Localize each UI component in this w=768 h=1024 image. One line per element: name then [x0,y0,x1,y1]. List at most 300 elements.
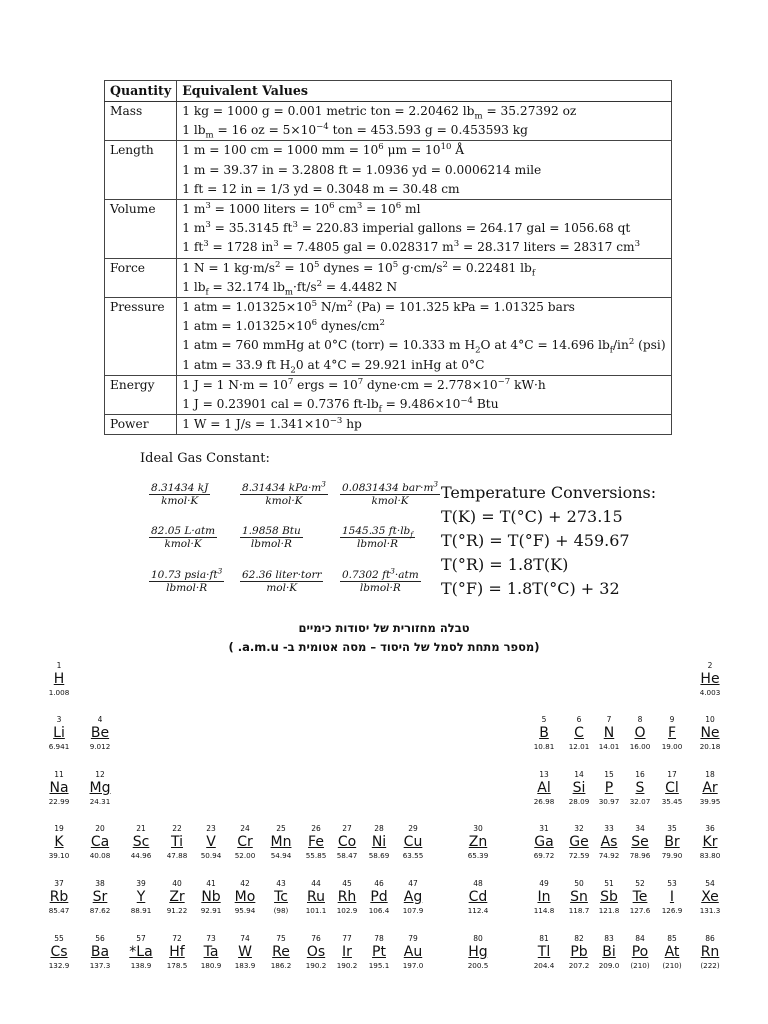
atomic-number: 51 [604,879,614,888]
atomic-number: 44 [311,879,321,888]
equivalence-line: 1 ft = 12 in = 1/3 yd = 0.3048 m = 30.48 cm [182,181,460,196]
element-al [527,770,561,807]
atomic-mass: 79.90 [661,851,683,860]
element-symbol: Au [403,944,423,960]
atomic-mass: 95.94 [234,906,256,915]
atomic-number: 55 [54,934,64,943]
atomic-mass: 180.9 [200,961,222,970]
equivalence-line: 1 atm = $1.01325\times 10^6$ dynes/$cm^2$ [182,318,385,334]
element-as [592,824,626,861]
element-tl [527,934,561,971]
atomic-mass: 204.4 [533,961,555,970]
gas-constant [149,482,210,507]
atomic-number: 15 [604,770,614,779]
element-symbol: H [53,671,65,687]
element-nb [194,879,228,916]
atomic-mass: 26.98 [533,797,555,806]
atomic-mass: 121.8 [598,906,620,915]
atomic-number: 11 [54,770,64,779]
atomic-mass: 112.4 [467,906,489,915]
atomic-number: 54 [705,879,715,888]
quantity-cell: Force [105,258,177,297]
gas-constant [340,525,415,550]
atomic-number: 38 [95,879,105,888]
element-in [527,879,561,916]
element-ar [693,770,727,807]
element-tc [264,879,298,916]
atomic-mass: 114.8 [533,906,555,915]
atomic-number: 84 [635,934,645,943]
element-cs [42,934,76,971]
element-sb [592,879,626,916]
element-sr [83,879,117,916]
header-equivalent-values: Equivalent Values [177,81,671,102]
periodic-table-subtitle: (מספר מתחת לסמל של היסוד – מסה אטומית ב- a.m.u. ) [228,640,540,654]
element-symbol: Sb [600,889,618,905]
table-row [105,102,672,141]
equivalent-values-cell [177,415,671,435]
element-symbol: Si [572,780,586,796]
table-header-row [105,81,672,102]
atomic-mass: 183.9 [234,961,256,970]
element-b [527,715,561,752]
header-quantity: Quantity [105,81,177,102]
table-row [105,415,672,435]
element-h [42,661,76,698]
element-xe [693,879,727,916]
element-symbol: Mo [234,889,256,905]
atomic-number: 36 [705,824,715,833]
atomic-number: 35 [667,824,677,833]
atomic-mass: (222) [700,961,720,970]
element-br [655,824,689,861]
element-sn [562,879,596,916]
element-symbol: K [54,834,64,850]
atomic-number: 27 [342,824,352,833]
element-symbol: Zn [468,834,488,850]
element-symbol: Cs [50,944,68,960]
quantity-cell: Power [105,415,177,435]
element-n [592,715,626,752]
atomic-number: 77 [342,934,352,943]
gas-constant-denominator: lbmol·R [357,538,398,550]
element-symbol: Po [631,944,649,960]
atomic-mass: 63.55 [402,851,424,860]
element-hf [160,934,194,971]
element-ga [527,824,561,861]
atomic-mass: 190.2 [336,961,358,970]
element-symbol: Pt [372,944,386,960]
element-symbol: Fe [308,834,324,850]
element-symbol: Na [49,780,69,796]
element-he [693,661,727,698]
atomic-mass: 52.00 [234,851,256,860]
element-mo [228,879,262,916]
atomic-number: 41 [206,879,216,888]
element-ta [194,934,228,971]
atomic-mass: 85.47 [48,906,70,915]
element-symbol: In [537,889,551,905]
atomic-mass: 32.07 [629,797,651,806]
atomic-number: 56 [95,934,105,943]
element-symbol: Sc [132,834,150,850]
atomic-mass: 207.2 [568,961,590,970]
element-symbol: Li [53,725,65,741]
quantity-cell: Volume [105,200,177,259]
atomic-number: 13 [539,770,549,779]
element-symbol: Co [337,834,357,850]
element-s [623,770,657,807]
element-k [42,824,76,861]
element-c [562,715,596,752]
atomic-mass: 190.2 [305,961,327,970]
element-symbol: As [600,834,618,850]
element-y [124,879,158,916]
atomic-mass: 126.9 [661,906,683,915]
element-rb [42,879,76,916]
element-symbol: At [664,944,680,960]
atomic-number: 78 [374,934,384,943]
gas-constant-denominator: lbmol·R [250,538,292,550]
element-symbol: B [539,725,549,741]
gas-constant [340,479,440,507]
element-symbol: O [634,725,646,741]
atomic-mass: 10.81 [533,742,555,751]
gas-constant [340,566,421,594]
element-fe [299,824,333,861]
atomic-number: 16 [635,770,645,779]
element-mg [83,770,117,807]
element-sc [124,824,158,861]
atomic-number: 20 [95,824,105,833]
element-symbol: Bi [602,944,616,960]
atomic-number: 28 [374,824,384,833]
atomic-number: 85 [667,934,677,943]
table-row [105,200,672,259]
element-f [655,715,689,752]
element-po [623,934,657,971]
atomic-mass: 58.47 [336,851,358,860]
element-pd [362,879,396,916]
gas-constant-numerator: 62.36 liter·torr [242,569,322,581]
equivalent-values-cell [177,102,671,141]
temperature-formula: T(°R) = T(°F) + 459.67 [441,531,630,550]
atomic-mass: 88.91 [130,906,152,915]
element-rh [330,879,364,916]
element-ne [693,715,727,752]
gas-constant-title: Ideal Gas Constant: [140,451,270,466]
gas-constant-numerator: 1545.35 $ft\cdot lb_f$ [342,525,413,540]
element-i [655,879,689,916]
temperature-conversions [441,481,656,601]
atomic-mass: 44.96 [130,851,152,860]
element-au [396,934,430,971]
element-symbol: Ag [403,889,423,905]
temperature-title: Temperature Conversions: [441,483,657,502]
atomic-mass: 50.94 [200,851,222,860]
equivalence-line: 1 $lb_m = 16$ oz = $5\times 10^{-4}$ ton = 453.593 g = 0.453593 kg [182,122,528,141]
equivalence-line: 1 $m^3 = 1000$ liters = $10^6$ $cm^3 = 10^6$ ml [182,200,421,217]
atomic-mass: 209.0 [598,961,620,970]
element-symbol: Ne [700,725,720,741]
atomic-number: 73 [206,934,216,943]
atomic-mass: 16.00 [629,742,651,751]
atomic-number: 80 [473,934,483,943]
atomic-number: 83 [604,934,614,943]
atomic-number: 72 [172,934,182,943]
atomic-number: 5 [541,715,547,724]
atomic-number: 24 [240,824,250,833]
periodic-table-title: טבלה מחזורית של יסודות כימיים [298,621,470,635]
atomic-number: 17 [667,770,677,779]
element-symbol: P [604,780,614,796]
element-symbol: Re [272,944,290,960]
element-symbol: C [574,725,584,741]
element-symbol: Ti [170,834,183,850]
atomic-number: 14 [574,770,584,779]
equivalence-line: 1 $lb_f = 32.174$ $lb_m\cdot ft/s^2 = 4.4482$ N [182,278,398,298]
atomic-mass: 78.96 [629,851,651,860]
element-symbol: Ru [307,889,325,905]
gas-constant-denominator: kmol·K [161,495,199,507]
atomic-mass: 40.08 [89,851,111,860]
table-row [105,258,672,297]
atomic-mass: 91.22 [166,906,188,915]
equivalent-values-cell [177,298,671,376]
conversion-table [104,80,672,435]
atomic-number: 34 [635,824,645,833]
element-ca [83,824,117,861]
gas-constant-numerator: 0.7302 $ft^3\cdot atm$ [342,566,419,581]
atomic-mass: 131.3 [699,906,721,915]
atomic-mass: 28.09 [568,797,590,806]
gas-constant-denominator: kmol·K [164,538,202,550]
element-te [623,879,657,916]
atomic-mass: 39.95 [699,797,721,806]
atomic-number: 47 [408,879,418,888]
element-se [623,824,657,861]
element-ni [362,824,396,861]
atomic-mass: 69.72 [533,851,555,860]
gas-constant-denominator: kmol·K [371,495,409,507]
element-na [42,770,76,807]
element-o [623,715,657,752]
gas-constant-numerator: 0.0831434 $bar\cdot m^3$ [342,479,439,494]
atomic-number: 43 [276,879,286,888]
element-os [299,934,333,971]
gas-constant-numerator: 8.31434 $kPa\cdot m^3$ [242,479,326,494]
atomic-mass: 14.01 [598,742,620,751]
element-co [330,824,364,861]
atomic-number: 26 [311,824,321,833]
atomic-mass: 132.9 [48,961,70,970]
element-symbol: Tl [537,944,551,960]
element-symbol: Os [306,944,326,960]
atomic-mass: 200.5 [467,961,489,970]
element-symbol: Pd [370,889,388,905]
element-symbol: Pb [570,944,588,960]
element-symbol: Mn [270,834,292,850]
atomic-number: 33 [604,824,614,833]
atomic-mass: 106.4 [368,906,390,915]
element-symbol: He [700,671,720,687]
atomic-mass: 74.92 [598,851,620,860]
atomic-mass: 22.99 [48,797,70,806]
element-symbol: Ir [342,944,352,960]
gas-constant-numerator: 1.9858 Btu [242,525,301,537]
atomic-number: 19 [54,824,64,833]
element-symbol: Zr [169,889,185,905]
equivalent-values-cell [177,200,671,259]
atomic-number: 4 [97,715,103,724]
element-symbol: Ga [534,834,554,850]
atomic-number: 22 [172,824,182,833]
quantity-cell: Energy [105,375,177,414]
gas-constant [149,566,224,594]
element-cr [228,824,262,861]
atomic-number: 49 [539,879,549,888]
atomic-number: 76 [311,934,321,943]
element-li [42,715,76,752]
temperature-formula: T(K) = T(°C) + 273.15 [441,507,623,526]
element-ag [396,879,430,916]
atomic-number: 74 [240,934,250,943]
element-symbol: Kr [702,834,718,850]
gas-constant-numerator: 8.31434 kJ [151,482,209,494]
atomic-mass: 9.012 [89,742,111,751]
element-cu [396,824,430,861]
element-hg [461,934,495,971]
atomic-mass: 178.5 [166,961,188,970]
atomic-number: 79 [408,934,418,943]
element-symbol: I [669,889,675,905]
atomic-number: 18 [705,770,715,779]
element-symbol: Ba [90,944,110,960]
gas-constant-numerator: 10.73 $psia\cdot ft^3$ [151,566,223,581]
gas-constant-numerator: 82.05 L·atm [151,525,216,537]
temperature-formula: T(°F) = 1.8T(°C) + 32 [441,579,620,598]
table-row [105,375,672,414]
atomic-mass: 118.7 [568,906,590,915]
atomic-number: 10 [705,715,715,724]
temperature-formulas [441,505,656,601]
element-cl [655,770,689,807]
equivalence-line: 1 m = 100 cm = 1000 mm = $10^6$ $\mu m = 10^{10}$ Å [182,142,465,158]
atomic-number: 40 [172,879,182,888]
atomic-mass: 92.91 [200,906,222,915]
element-symbol: Rn [700,944,720,960]
equivalence-line: 1 W = 1 $J/s = 1.341\times 10^{-3}$ hp [182,416,362,432]
quantity-cell: Length [105,141,177,200]
element-zn [461,824,495,861]
element-ir [330,934,364,971]
atomic-mass: 19.00 [661,742,683,751]
gas-constant-denominator: lbmol·R [359,582,401,594]
equivalence-line: 1 $m^3 = 35.3145$ $ft^3 = 220.83$ imperial gallons = 264.17 gal = 1056.68 qt [182,220,631,236]
element-symbol: Br [664,834,680,850]
element-symbol: Ar [702,780,718,796]
element-symbol: Be [90,725,110,741]
atomic-mass: 55.85 [305,851,327,860]
atomic-number: 1 [56,661,62,670]
element-v [194,824,228,861]
table-row [105,298,672,376]
element-mn [264,824,298,861]
atomic-mass: 20.18 [699,742,721,751]
element-at [655,934,689,971]
atomic-number: 39 [136,879,146,888]
atomic-mass: 102.9 [336,906,358,915]
equivalent-values-cell [177,258,671,297]
gas-constant [240,525,303,550]
atomic-mass: 197.0 [402,961,424,970]
atomic-number: 82 [574,934,584,943]
atomic-mass: 137.3 [89,961,111,970]
atomic-number: 32 [574,824,584,833]
atomic-number: 75 [276,934,286,943]
atomic-mass: (210) [662,961,682,970]
element-symbol: *La [129,944,153,960]
element-ti [160,824,194,861]
atomic-number: 42 [240,879,250,888]
atomic-mass: 35.45 [661,797,683,806]
element-ru [299,879,333,916]
atomic-number: 8 [637,715,643,724]
atomic-number: 48 [473,879,483,888]
element-symbol: Hg [468,944,488,960]
conversion-table-body [105,102,672,435]
element-si [562,770,596,807]
element-rn [693,934,727,971]
atomic-mass: (210) [630,961,650,970]
atomic-number: 25 [276,824,286,833]
equivalent-values-cell [177,141,671,200]
atomic-number: 81 [539,934,549,943]
equivalence-line: 1 kg = 1000 g = 0.001 metric ton = 2.20462 $lb_m = 35.27392$ oz [182,104,577,122]
element-symbol: Rb [49,889,69,905]
element-symbol: V [206,834,216,850]
element-re [264,934,298,971]
element-symbol: Cr [237,834,253,850]
atomic-mass: 107.9 [402,906,424,915]
atomic-number: 57 [136,934,146,943]
atomic-number: 37 [54,879,64,888]
equivalence-line: 1 J = 0.23901 cal = 0.7376 $ft-lb_f = 9.486\times 10^{-4}$ Btu [182,395,499,415]
element-p [592,770,626,807]
element-be [83,715,117,752]
element-symbol: Ge [569,834,589,850]
element-symbol: Se [631,834,649,850]
element-cd [461,879,495,916]
atomic-number: 86 [705,934,715,943]
atomic-mass: 6.941 [48,742,70,751]
atomic-mass: 195.1 [368,961,390,970]
atomic-mass: 127.6 [629,906,651,915]
atomic-mass: 1.008 [48,688,70,697]
element-symbol: S [635,780,645,796]
atomic-number: 46 [374,879,384,888]
atomic-mass: 24.31 [89,797,111,806]
atomic-number: 53 [667,879,677,888]
atomic-mass: 30.97 [598,797,620,806]
atomic-mass: 47.88 [166,851,188,860]
atomic-number: 9 [669,715,675,724]
atomic-number: 6 [576,715,582,724]
atomic-mass: 101.1 [305,906,327,915]
element-pb [562,934,596,971]
atomic-number: 3 [56,715,62,724]
equivalence-line: 1 atm = $1.01325\times 10^5$ $N/m^2$ (Pa) = 101.325 kPa = 1.01325 bars [182,298,575,315]
